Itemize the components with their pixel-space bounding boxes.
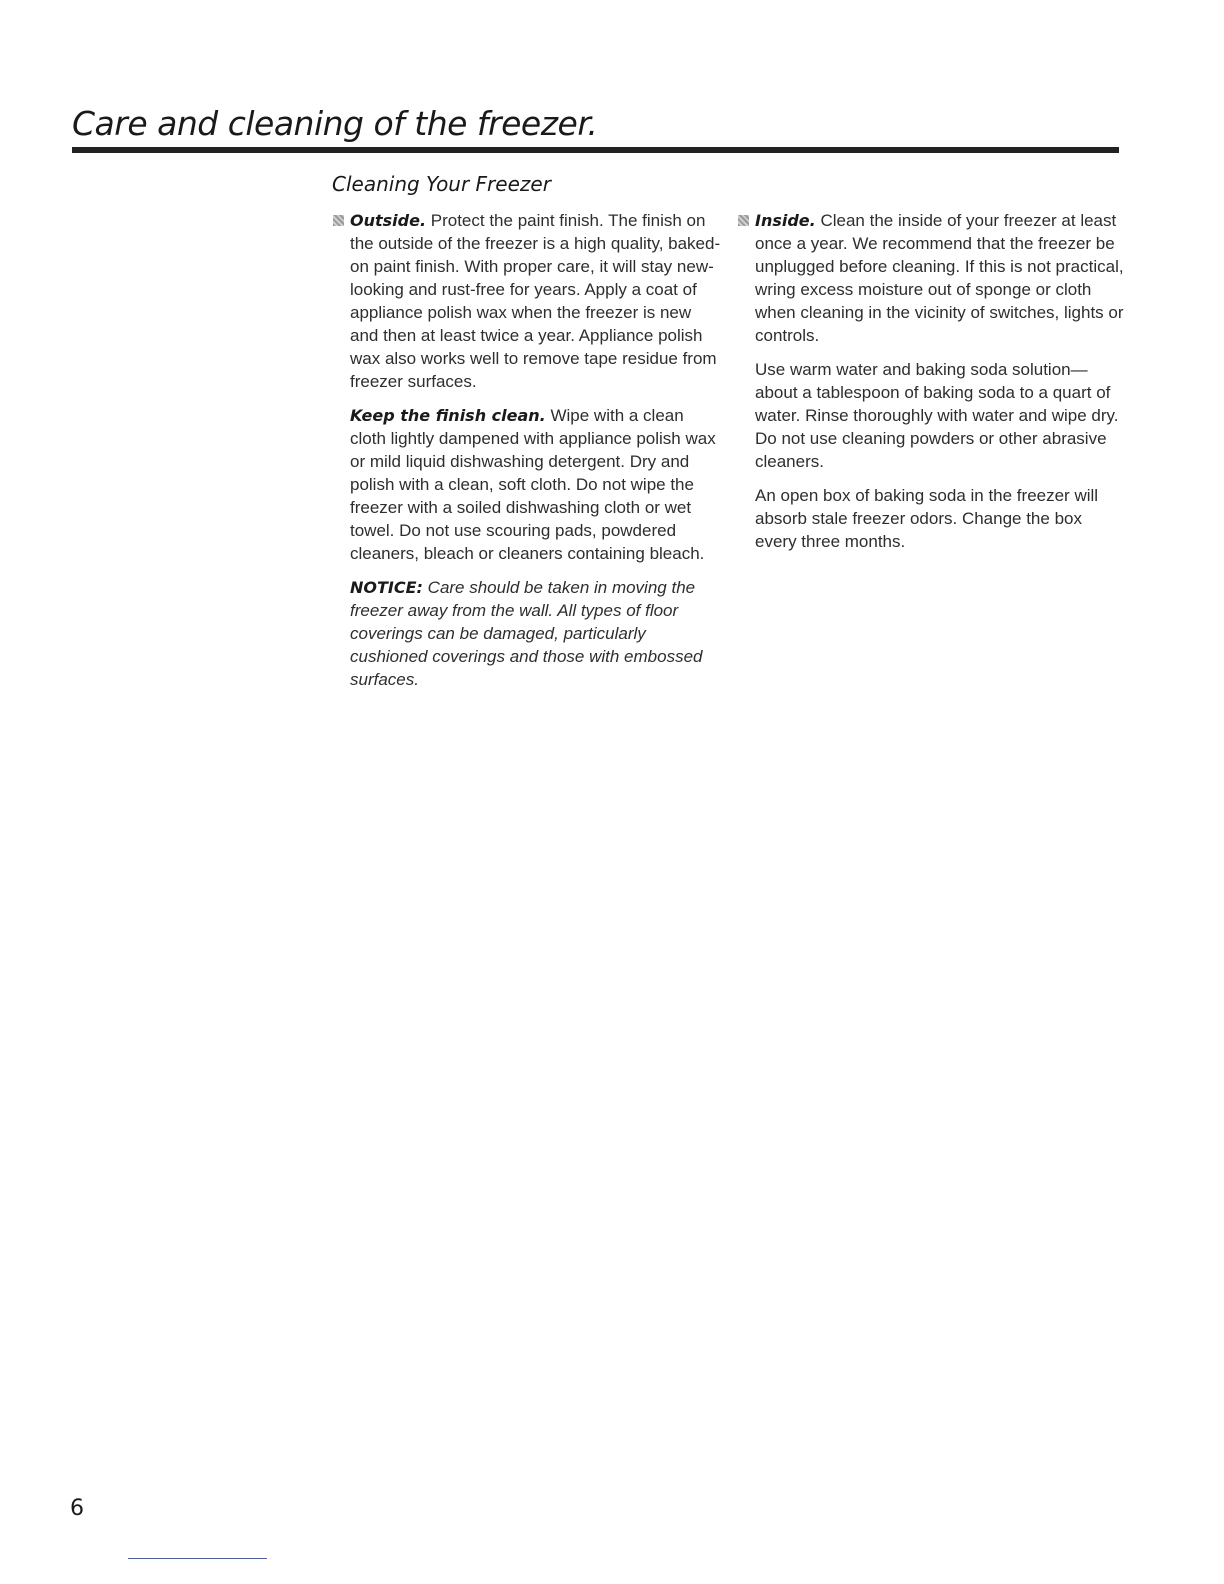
outside-paragraph [332,209,724,393]
notice-lead: NOTICE: [350,578,423,597]
notice-text: Care should be taken in moving the freezer away from the wall. All types of floor coverings can be damaged, particularly cushioned coverings and those with embossed surfaces. [350,578,703,689]
outside-text: Protect the paint finish. The finish on the outside of the freezer is a high quality, baked-on paint finish. With proper care, it will stay new-looking and rust-free for years. Apply a coat of appliance polish wax when the freezer is new and then at least twice a year. Appliance polish wax also works well to remove tape residue from freezer surfaces. [350,211,721,391]
title-rule [72,147,1119,153]
page-title: Care and cleaning of the freezer. [72,104,598,143]
right-column [737,209,1127,564]
notice-paragraph [332,576,724,691]
keep-finish-clean-text: Wipe with a clean cloth lightly dampened with appliance polish wax or mild liquid dishwashing detergent. Dry and polish with a clean, soft cloth. Do not wipe the freezer with a soiled dishwashing cloth or wet towel. Do not use scouring pads, powdered cleaners, bleach or cleaners containing bleach. [350,406,716,563]
inside-paragraph [737,209,1127,347]
section-heading: Cleaning Your Freezer [332,172,551,196]
baking-soda-box-paragraph: An open box of baking soda in the freezer will absorb stale freezer odors. Change the box every three months. [755,486,1099,551]
square-bullet-icon [738,215,749,226]
keep-finish-clean-paragraph [332,404,724,565]
left-column [332,209,724,702]
keep-finish-clean-lead: Keep the finish clean. [350,406,546,425]
baking-soda-solution-paragraph: Use warm water and baking soda solution—about a tablespoon of baking soda to a quart of water. Rinse thoroughly with water and wipe dry. Do not use cleaning powders or other abrasive cleaners. [755,360,1119,471]
square-bullet-icon [333,215,344,226]
outside-lead: Outside. [350,211,427,230]
page-number: 6 [70,1496,84,1521]
inside-lead: Inside. [755,211,816,230]
footer-link-underline [128,1558,267,1559]
inside-text: Clean the inside of your freezer at least once a year. We recommend that the freezer be unplugged before cleaning. If this is not practical, wring excess moisture out of sponge or cloth when cleaning in the vicinity of switches, lights or controls. [755,211,1124,345]
